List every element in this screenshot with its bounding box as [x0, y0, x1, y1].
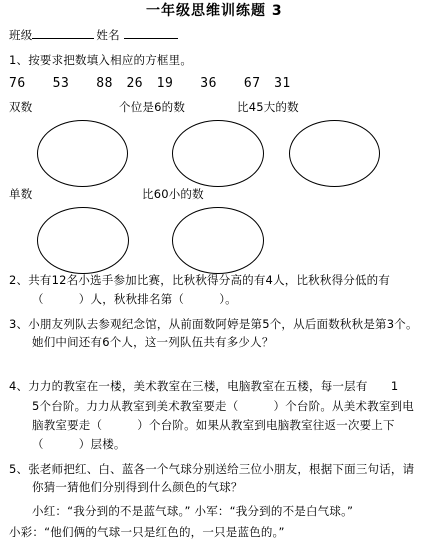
question-4-line-2: 5个台阶。力力从教室到美术教室要走（ ）个台阶。从美术教室到电: [32, 399, 414, 413]
question-5-line-3: 小红：“我分到的不是蓝气球。” 小军：“我分到的不是白气球。”: [32, 504, 354, 518]
question-4-line-4: （ ）层楼。: [32, 437, 126, 451]
number-list: 76 53 88 26 19 36 67 31: [9, 76, 291, 91]
units-six-oval[interactable]: [172, 120, 264, 187]
question-2-line-1: 2、共有12名小选手参加比赛，比秋秋得分高的有4人，比秋秋得分低的有: [9, 273, 391, 287]
category-greater-45-label: 比45大的数: [237, 100, 299, 114]
category-even-label: 双数: [9, 100, 33, 114]
category-odd-label: 单数: [9, 187, 33, 201]
category-less-60-label: 比60小的数: [142, 187, 204, 201]
question-5-line-4: 小彩：“他们俩的气球一只是红色的，一只是蓝色的。”: [9, 525, 285, 539]
class-field[interactable]: [32, 26, 94, 39]
question-1-prompt: 1、按要求把数填入相应的方框里。: [9, 53, 193, 67]
worksheet-title: 一年级思维训练题 3: [146, 3, 283, 19]
odd-numbers-oval[interactable]: [37, 207, 129, 274]
greater-45-oval[interactable]: [289, 120, 380, 187]
name-label: 姓名: [96, 28, 120, 42]
class-label: 班级: [9, 28, 33, 42]
question-5-line-1: 5、张老师把红、白、蓝各一个气球分别送给三位小朋友，根据下面三句话，请: [9, 462, 415, 476]
question-4-line-3: 脑教室要走（ ）个台阶。如果从教室到电脑教室往返一次要上下: [32, 418, 395, 432]
question-3-line-2: 她们中间还有6个人，这一列队伍共有多少人？: [32, 335, 274, 349]
question-3-line-1: 3、小朋友列队去参观纪念馆，从前面数阿婷是第5个，从后面数秋秋是第3个。: [9, 317, 418, 331]
category-units-six-label: 个位是6的数: [119, 100, 186, 114]
even-numbers-oval[interactable]: [37, 120, 128, 187]
question-4-line-1: 4、力力的教室在一楼，美术教室在三楼，电脑教室在五楼，每一层有 1: [9, 379, 399, 393]
question-5-line-2: 你猜一猜他们分别得到什么颜色的气球？: [32, 480, 243, 494]
class-name-line: [9, 26, 178, 43]
less-60-oval[interactable]: [172, 207, 264, 274]
question-2-line-2: （ ）人，秋秋排名第（ ）。: [32, 292, 237, 306]
name-field[interactable]: [124, 26, 178, 39]
